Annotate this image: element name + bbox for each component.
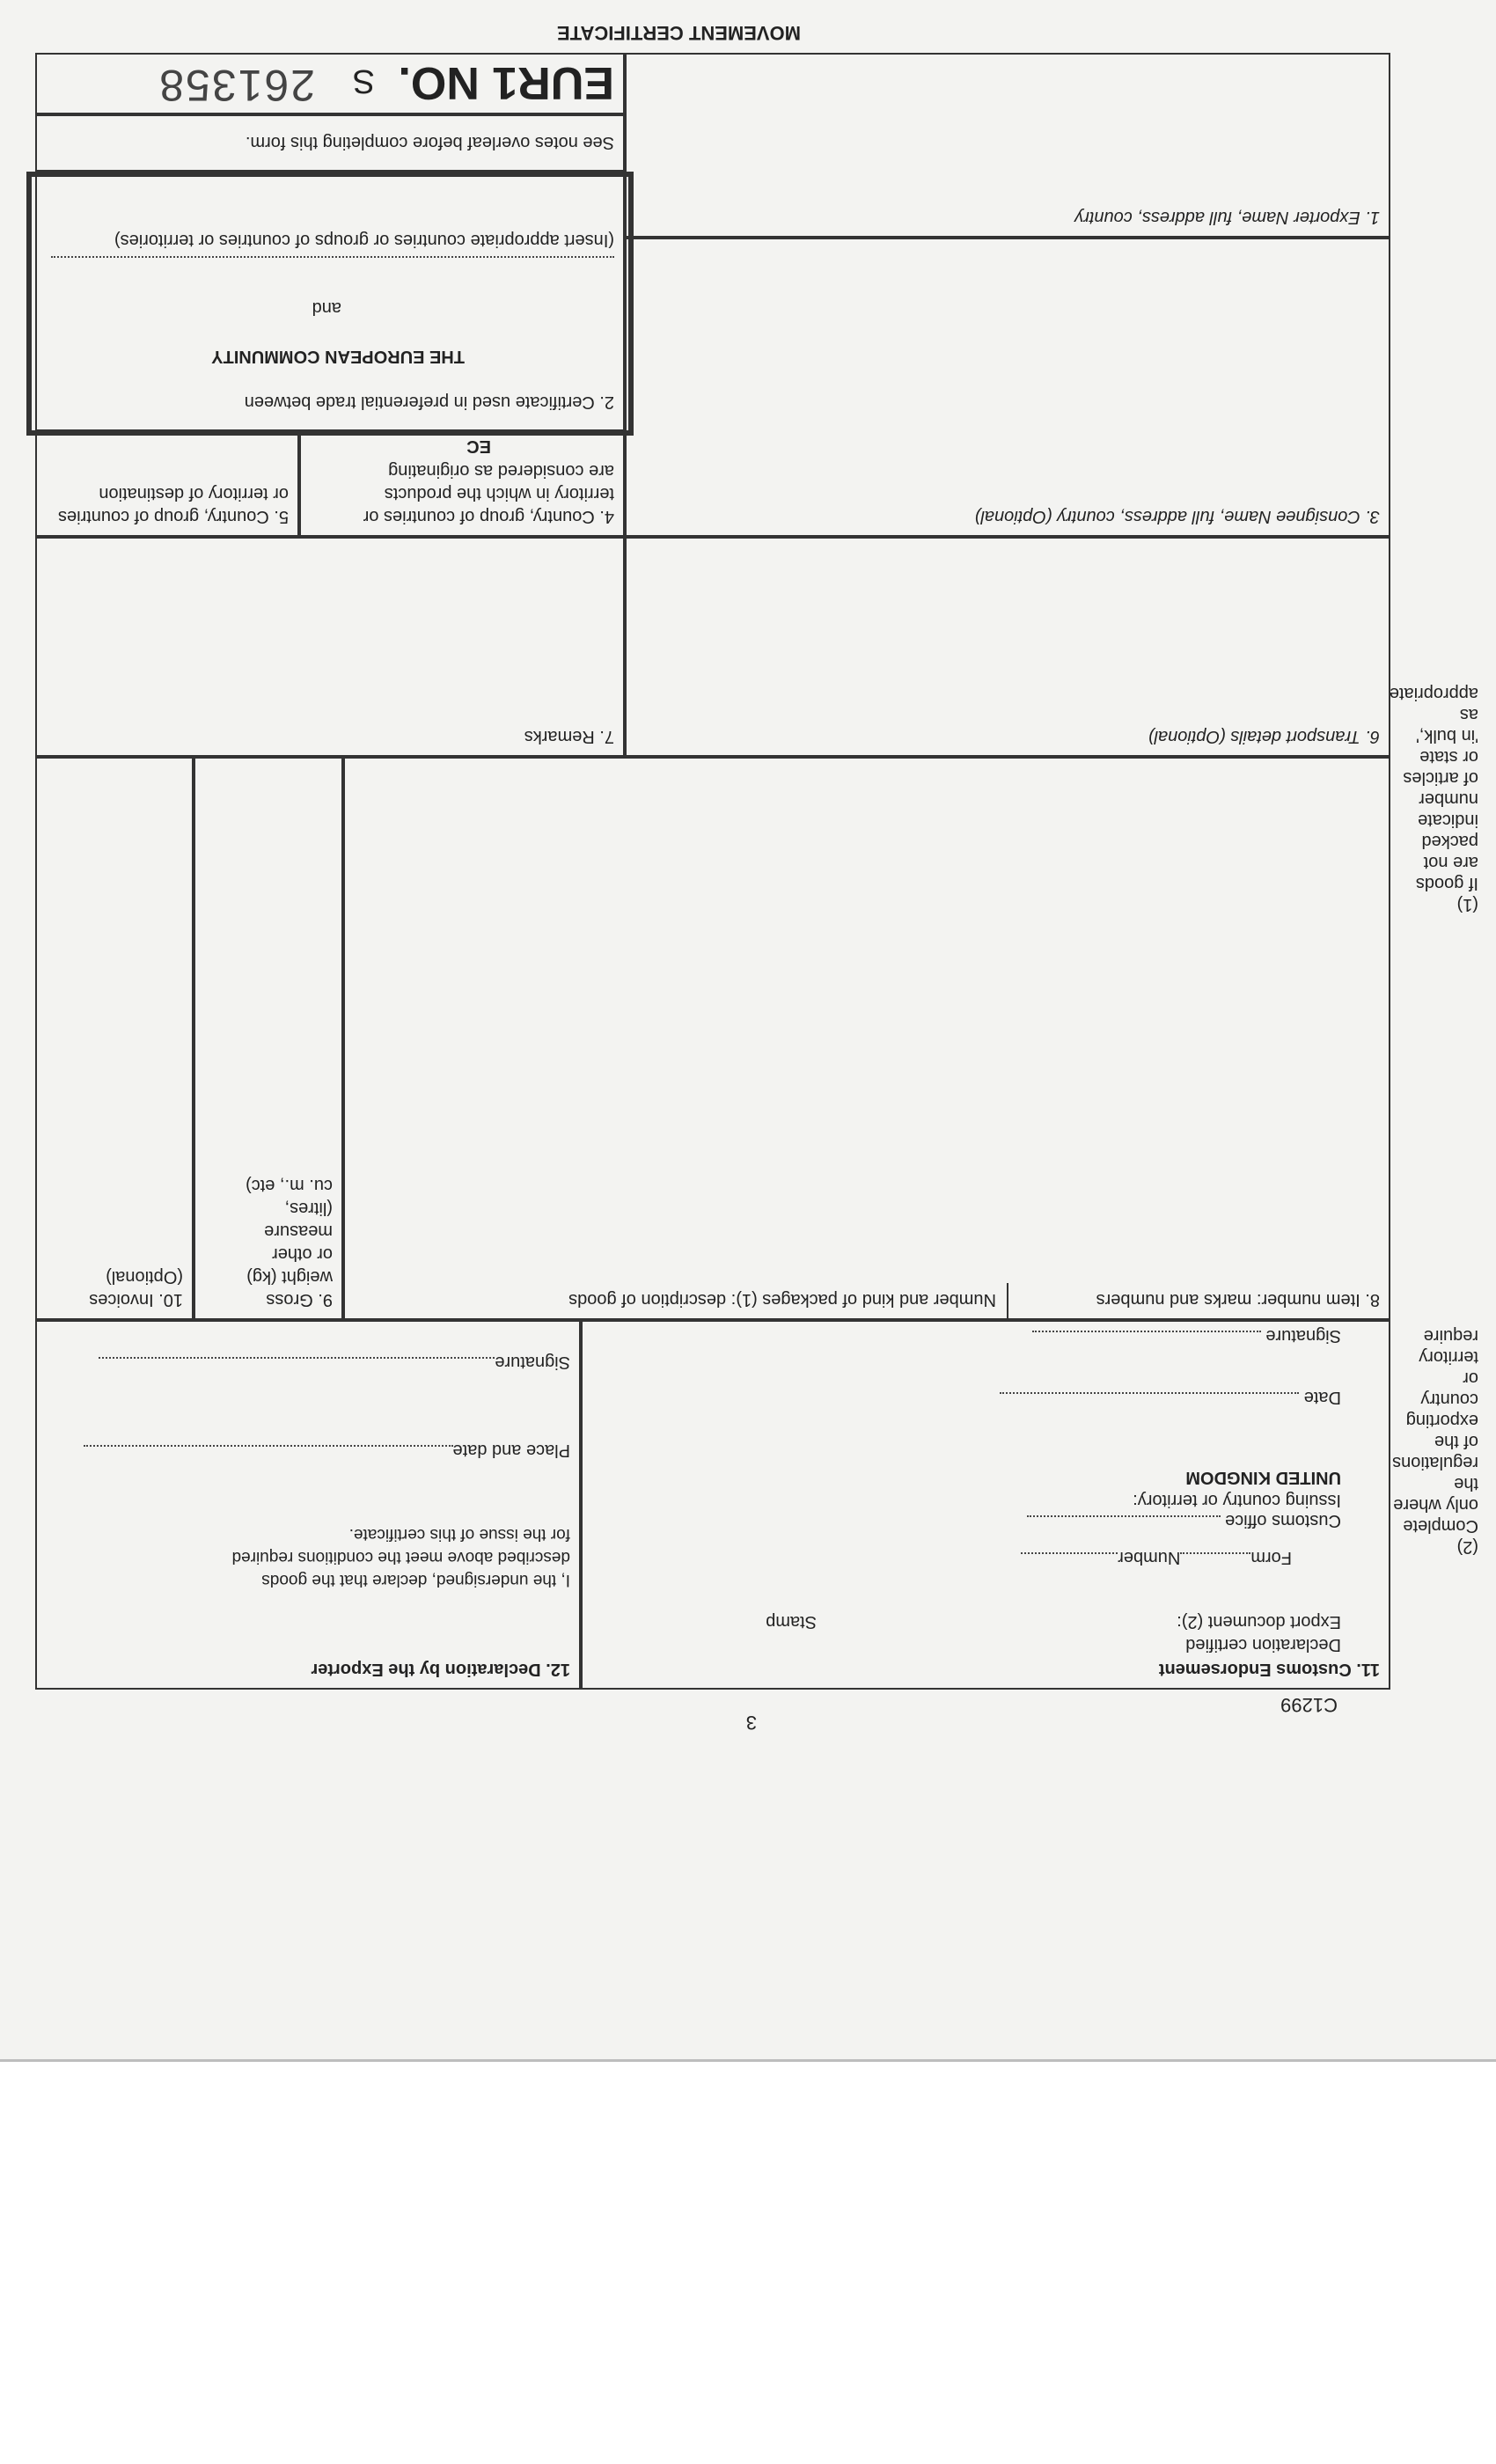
serial-number: 261358 [158,61,315,110]
box-11-signature-field[interactable] [1032,1331,1261,1348]
box-11-stamp-label: Stamp [766,1612,817,1632]
box-4-label: 4. Country, group of countries or territory in which the products are considered as originating [363,461,614,526]
box-11-customs-office-field[interactable] [1027,1515,1221,1533]
box-1-exporter[interactable] [625,53,1390,238]
cert-label: EUR1 NO. [398,57,614,108]
box-12-exporter-declaration[interactable] [35,1320,581,1690]
box-8-goods-description[interactable] [343,757,1390,1320]
box-11-label: 11. Customs Endorsement [1158,1660,1380,1679]
box-12-place-date-field[interactable] [84,1445,453,1463]
box-6-transport-details[interactable] [625,537,1390,757]
box-11-customs-office-row [1027,1509,1341,1556]
box-11-date-label: Date [1303,1388,1341,1407]
footnote-1: (1) If goods are not packed indicate number of articles or state 'in bulk,' as appropriate [1389,684,1478,914]
notes-text: See notes overleaf before completing this form. [245,133,614,152]
box-11-export-document: Export document (2): [1177,1612,1341,1632]
box-8-label: 8. Item number: marks and numbers [1096,1290,1380,1309]
box-2-and: and [312,298,341,318]
box-3-consignee[interactable] [625,238,1390,537]
box-11-issuing-label: Issuing country or territory: [1133,1491,1341,1510]
box-11-date-field[interactable] [1000,1392,1299,1410]
footnote-2: (2) Complete only where the regulations of the exporting country or territory require [1392,1326,1478,1557]
box-10-label: 10. Invoices (Optional) [89,1267,183,1309]
box-11-number-label: Number [1118,1548,1181,1567]
box-12-signature-field[interactable] [99,1357,495,1375]
box-4-origin-country[interactable] [299,431,625,537]
box-12-place-date-label: Place and date [452,1441,570,1460]
certificate-number-panel [35,53,625,114]
box-12-label: 12. Declaration by the Exporter [311,1660,570,1679]
box-7-label: 7. Remarks [524,727,614,746]
form-code-label: C1299 [1280,1694,1338,1716]
box-5-label: 5. Country, group of countries or territory of destination [58,484,289,526]
box-2-highlight-frame [26,172,634,436]
box-12-signature-label: Signature [495,1353,570,1372]
box-6-label: 6. Transport details (Optional) [1148,727,1380,746]
box-11-customs-endorsement[interactable] [581,1320,1390,1690]
box-11-declaration-certified: Declaration certified [1185,1635,1341,1654]
serial-prefix: S [352,62,375,99]
box-10-invoices[interactable] [35,757,194,1320]
box-11-form-label: Form [1250,1548,1292,1567]
box-7-remarks[interactable] [35,537,625,757]
box-11-issuing-country: UNITED KINGDOM [1185,1468,1341,1487]
document-title: MOVEMENT CERTIFICATE [556,22,801,44]
box-2-insert-hint: (Insert appropriate countries or groups of countries or territories) [114,231,614,250]
box-4-value: EC [466,436,491,456]
box-2-label: 2. Certificate used in preferential trade between [244,392,614,412]
box-3-label: 3. Consignee Name, full address, country (Optional) [974,507,1380,526]
box-9-label: 9. Gross weight (kg) or other measure (litres, cu. m., etc) [246,1176,333,1309]
box-5-destination[interactable] [35,431,299,537]
box-9-gross-weight[interactable] [194,757,343,1320]
box-11-signature-row [1032,1324,1341,1371]
box-12-declaration-text: I, the undersigned, declare that the goods described above meet the conditions required for the issue of this certificate. [231,1525,570,1589]
box-12-signature-row [99,1351,570,1397]
box-11-customs-office-label: Customs office [1225,1511,1341,1530]
box-11-date-row [1000,1386,1341,1433]
box-8-divider [1007,1283,1008,1318]
box-2-party-ec: THE EUROPEAN COMMUNITY [211,347,465,366]
notes-panel [35,114,625,172]
box-1-label: 1. Exporter Name, full address, country [1074,208,1380,227]
box-11-signature-label: Signature [1265,1326,1341,1346]
box-8-sublabel: Number and kind of packages (1): description of goods [568,1290,996,1309]
box-12-place-date-row [84,1439,570,1485]
page-number: 3 [745,1712,757,1734]
